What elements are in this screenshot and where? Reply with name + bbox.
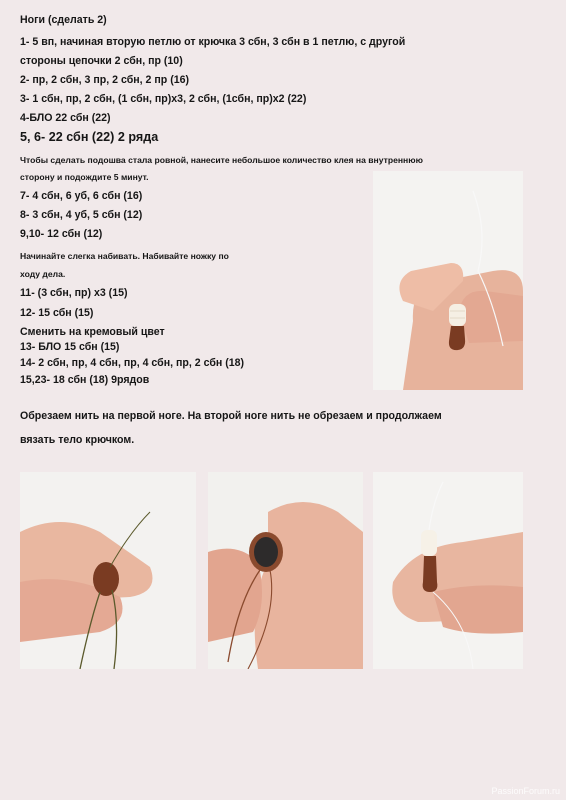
leg-progress-photo bbox=[373, 472, 523, 669]
final-note-line-2: вязать тело крючком. bbox=[20, 434, 135, 446]
instruction-row-15: 15,23- 18 сбн (18) 9рядов bbox=[20, 374, 150, 386]
instruction-row-12: 12- 15 сбн (15) bbox=[20, 307, 94, 319]
instruction-row-2: 2- пр, 2 сбн, 3 пр, 2 сбн, 2 пр (16) bbox=[20, 74, 190, 86]
instruction-row-1a: 1- 5 вп, начиная вторую петлю от крючка 3 сбн, 3 сбн в 1 петлю, с другой bbox=[20, 36, 406, 48]
site-watermark: PassionForum.ru bbox=[491, 786, 560, 796]
instruction-row-4: 4-БЛО 22 сбн (22) bbox=[20, 112, 111, 124]
glued-sole-photo bbox=[208, 472, 363, 669]
instruction-row-3: 3- 1 сбн, пр, 2 сбн, (1 сбн, пр)х3, 2 сбн, (1сбн, пр)х2 (22) bbox=[20, 93, 307, 105]
instruction-row-7: 7- 4 сбн, 6 уб, 6 сбн (16) bbox=[20, 190, 143, 202]
instruction-row-14: 14- 2 сбн, пр, 4 сбн, пр, 4 сбн, пр, 2 сбн (18) bbox=[20, 357, 245, 369]
instruction-row-13: 13- БЛО 15 сбн (15) bbox=[20, 341, 120, 353]
instruction-row-9: 9,10- 12 сбн (12) bbox=[20, 228, 103, 240]
stuffing-note-line-2: ходу дела. bbox=[20, 269, 66, 279]
instruction-row-11: 11- (3 сбн, пр) х3 (15) bbox=[20, 287, 128, 299]
instruction-row-5: 5, 6- 22 сбн (22) 2 ряда bbox=[20, 130, 159, 144]
glue-note-line-2: сторону и подождите 5 минут. bbox=[20, 172, 149, 182]
glue-note-line-1: Чтобы сделать подошва стала ровной, нанесите небольшое количество клея на внутреннюю bbox=[20, 155, 423, 165]
finished-leg-photo bbox=[373, 171, 523, 390]
section-title: Ноги (сделать 2) bbox=[20, 14, 107, 26]
instruction-row-8: 8- 3 сбн, 4 уб, 5 сбн (12) bbox=[20, 209, 143, 221]
color-change-note: Сменить на кремовый цвет bbox=[20, 326, 165, 338]
final-note-line-1: Обрезаем нить на первой ноге. На второй ноге нить не обрезаем и продолжаем bbox=[20, 410, 442, 422]
instruction-row-1b: стороны цепочки 2 сбн, пр (10) bbox=[20, 55, 183, 67]
sole-start-photo bbox=[20, 472, 196, 669]
stuffing-note-line-1: Начинайте слегка набивать. Набивайте ножку по bbox=[20, 251, 229, 261]
